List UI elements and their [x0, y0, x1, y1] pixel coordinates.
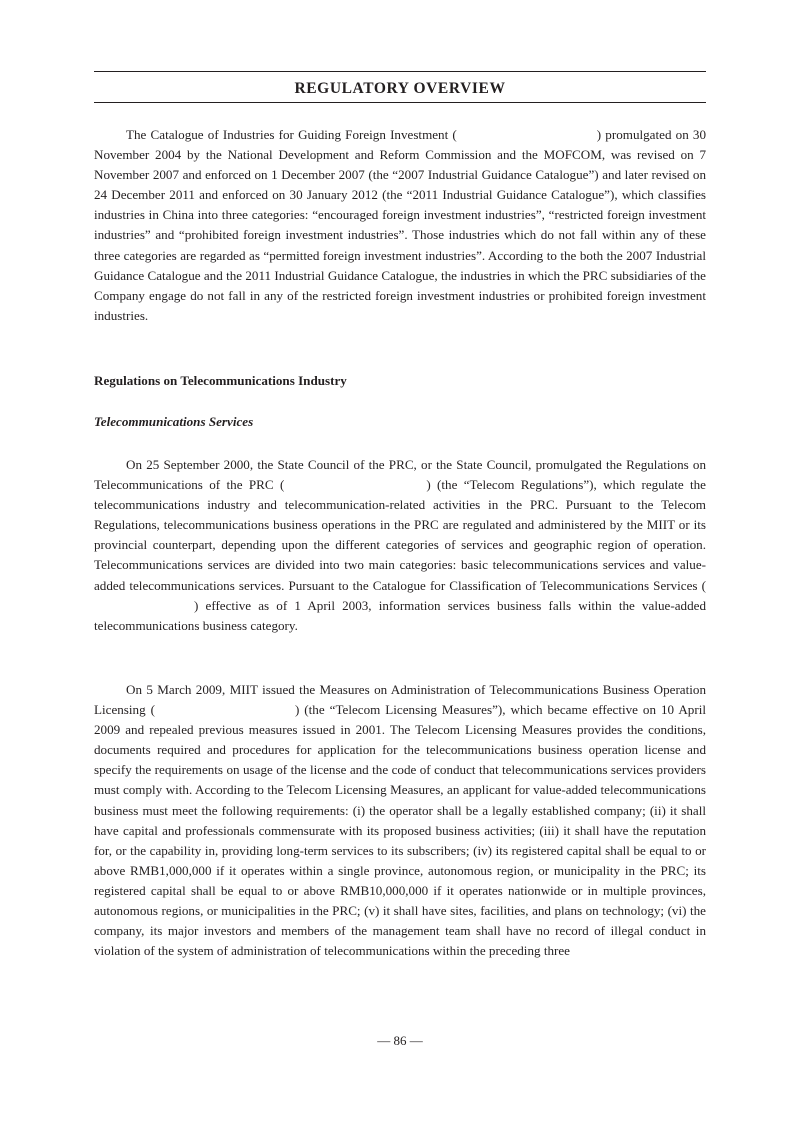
header-rule-top: [94, 71, 706, 72]
paragraph-1-part-1: The Catalogue of Industries for Guiding Foreign Investment (: [126, 127, 457, 142]
paragraph-2-part-1: On 25 September 2000, the State Council of the PRC, or the State Council, promulgated the Regulations on Telecommunications of the PRC (: [94, 457, 706, 493]
page-number: — 86 —: [377, 1033, 423, 1048]
paragraph-3-part-2: ) (the “Telecom Licensing Measures”), which became effective on 10 April 2009 and repealed previous measures issued in 2001. The Telecom Licensing Measures provides the conditions, documents required and procedures for application for the telecommunications business operation license and specify the requirements on usage of the license and the code of conduct that telecommunications services providers must comply with. According to the Telecom Licensing Measures, an applicant for value-added telecommunications business must meet the following requirements: (i) the operator shall be a legally established company; (ii) it shall have capital and professionals commensurate with its proposed business activities; (iii) it shall have the reputation for, or the capability in, providing long-term services to its subscribers; (iv) its registered capital shall be equal to or above RMB1,000,000 if it operates within a single province, autonomous region, or municipality in the PRC; its registered capital shall be equal to or above RMB10,000,000 if it operates nationwide or in multiple provinces, autonomous regions, or municipalities in the PRC; (v) it shall have sites, facilities, and plans on technology; (vi) the company, its major investors and members of the management team shall have no record of illegal conduct in violation of the system of administration of telecommunications within the preceding three: [94, 702, 706, 959]
paragraph-telecom-licensing: [94, 680, 706, 961]
header-rule-bottom: [94, 102, 706, 103]
section-heading: Regulations on Telecommunications Industry: [94, 373, 347, 388]
paragraph-industrial-catalogue: [94, 125, 706, 326]
page-title: REGULATORY OVERVIEW: [294, 80, 506, 97]
paragraph-3-part-1: On 5 March 2009, MIIT issued the Measures on Administration of Telecommunications Business Operation Licensing (: [94, 682, 706, 718]
paragraph-2-part-3: ) effective as of 1 April 2003, information services business falls within the value-added telecommunications business category.: [94, 597, 706, 633]
paragraph-2-part-2: ) (the “Telecom Regulations”), which regulate the telecommunications industry and telecommunication-related activities in the PRC. Pursuant to the Telecom Regulations, telecommunications business operations in the PRC are regulated and administered by the MIIT or its provincial counterpart, depending upon the different categories of services and geographic region of operation. Telecommunications services are divided into two main categories: basic telecommunications services and value-added telecommunications services. Pursuant to the Catalogue for Classification of Telecommunications Services (: [94, 477, 706, 593]
paragraph-telecom-regulations: [94, 455, 706, 636]
paragraph-1-part-2: ) promulgated on 30 November 2004 by the National Development and Reform Commission and the MOFCOM, was revised on 7 November 2007 and enforced on 1 December 2007 (the “2007 Industrial Guidance Catalogue”) and later revised on 24 December 2011 and enforced on 30 January 2012 (the “2011 Industrial Guidance Catalogue”), which classifies industries in China into three categories: “encouraged foreign investment industries”, “restricted foreign investment industries” and “prohibited foreign investment industries”. Those industries which do not fall within any of these three categories are regarded as “permitted foreign investment industries”. According to the both the 2007 Industrial Guidance Catalogue and the 2011 Industrial Guidance Catalogue, the industries in which the PRC subsidiaries of the Company engage do not fall in any of the restricted foreign investment industries or prohibited foreign investment industries.: [94, 127, 707, 323]
subsection-heading: Telecommunications Services: [94, 414, 254, 429]
